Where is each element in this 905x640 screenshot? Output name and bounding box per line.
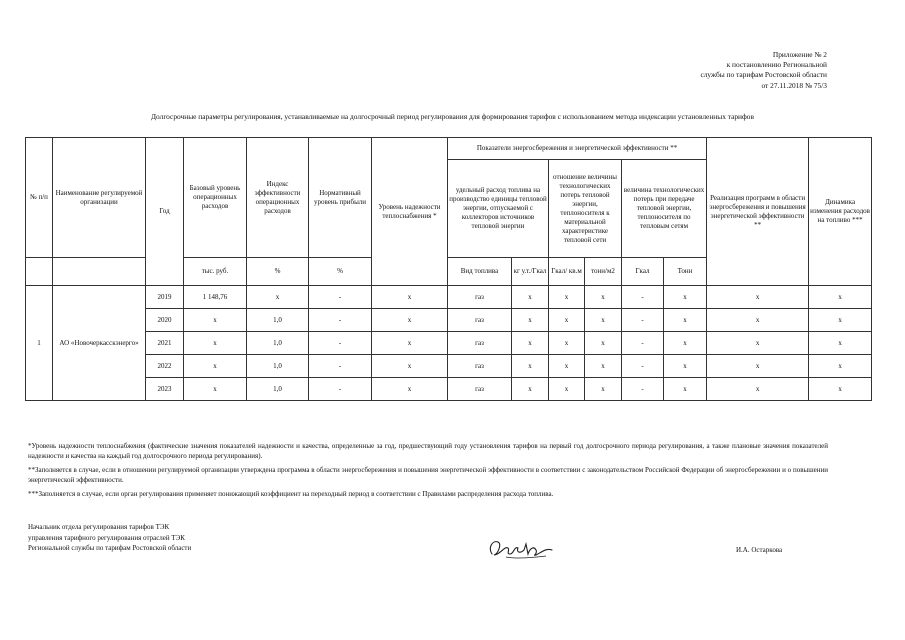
- cell-loss-ratio-a: х: [549, 378, 585, 401]
- header-energy-group: Показатели энергосбережения и энергетической эффективности **: [448, 138, 707, 160]
- unit-loss-value-a: Гкал: [622, 258, 664, 286]
- footnotes: [28, 442, 828, 505]
- cell-index: 1,0: [247, 378, 309, 401]
- cell-rate: х: [512, 286, 549, 309]
- cell-dynamics: х: [809, 355, 872, 378]
- unit-num-empty: [26, 258, 53, 286]
- cell-loss-value-b: х: [664, 378, 707, 401]
- cell-loss-ratio-b: х: [585, 378, 622, 401]
- cell-profit: -: [309, 378, 372, 401]
- cell-fuel: газ: [448, 286, 512, 309]
- table-row: [26, 355, 872, 378]
- cell-dynamics: х: [809, 309, 872, 332]
- cell-year: 2019: [146, 286, 184, 309]
- cell-loss-ratio-a: х: [549, 309, 585, 332]
- cell-program: х: [707, 332, 809, 355]
- cell-loss-value-b: х: [664, 355, 707, 378]
- header-year: Год: [146, 138, 184, 286]
- signatory-line-3: Региональной службы по тарифам Ростовской области: [28, 544, 192, 552]
- document-title: Долгосрочные параметры регулирования, устанавливаемые на долгосрочный период регулирования для формирования тарифов с использованием метода индексации установленных тарифов: [151, 112, 754, 121]
- table-row: [26, 286, 872, 309]
- header-norm-profit: Нормативный уровень прибыли: [309, 138, 372, 258]
- appendix-line-3: службы по тарифам Ростовской области: [700, 70, 827, 80]
- cell-year: 2021: [146, 332, 184, 355]
- signatory-position: [28, 522, 191, 554]
- header-efficiency-index: Индекс эффективности операционных расходов: [247, 138, 309, 258]
- header-loss-value: величина технологических потерь при передаче тепловой энергии, теплоносителя по тепловым сетям: [622, 160, 707, 258]
- cell-base: х: [184, 355, 247, 378]
- cell-loss-ratio-a: х: [549, 355, 585, 378]
- cell-fuel: газ: [448, 309, 512, 332]
- cell-year: 2020: [146, 309, 184, 332]
- cell-profit: -: [309, 309, 372, 332]
- signatory-line-1: Начальник отдела регулирования тарифов ТЭК: [28, 523, 170, 531]
- cell-profit: -: [309, 286, 372, 309]
- cell-base: х: [184, 309, 247, 332]
- header-num: № п/п: [26, 138, 53, 258]
- cell-year: 2023: [146, 378, 184, 401]
- cell-dynamics: х: [809, 332, 872, 355]
- table-row: [26, 378, 872, 401]
- unit-name-empty: [53, 258, 146, 286]
- cell-reliability: х: [372, 355, 448, 378]
- header-row-1: [26, 138, 872, 160]
- cell-profit: -: [309, 332, 372, 355]
- unit-loss-value-b: Тонн: [664, 258, 707, 286]
- appendix-line-4: от 27.11.2018 № 75/3: [761, 80, 827, 90]
- unit-loss-ratio-a: Гкал/ кв.м: [549, 258, 585, 286]
- cell-rate: х: [512, 332, 549, 355]
- header-base-cost: Базовый уровень операционных расходов: [184, 138, 247, 258]
- cell-index: 1,0: [247, 332, 309, 355]
- footnote-3: ***Заполняется в случае, если орган регулирования применяет понижающий коэффициент на переходный период в соответствии с Правилами распределения расхода топлива.: [28, 490, 554, 499]
- cell-program: х: [707, 355, 809, 378]
- cell-rate: х: [512, 309, 549, 332]
- cell-loss-value-a: -: [622, 309, 664, 332]
- cell-fuel: газ: [448, 355, 512, 378]
- header-fuel-rate: удельный расход топлива на производство единицы тепловой энергии, отпускаемой с коллекторов источников тепловой энергии: [448, 160, 549, 258]
- cell-base: х: [184, 332, 247, 355]
- cell-base: х: [184, 378, 247, 401]
- parameters-table: [25, 137, 872, 401]
- cell-loss-value-a: -: [622, 332, 664, 355]
- cell-index: 1,0: [247, 355, 309, 378]
- cell-loss-value-b: х: [664, 332, 707, 355]
- unit-efficiency-index: %: [247, 258, 309, 286]
- cell-profit: -: [309, 355, 372, 378]
- appendix-header: [700, 50, 827, 91]
- cell-index: х: [247, 286, 309, 309]
- appendix-line-2: к постановлению Региональной: [726, 60, 827, 70]
- cell-program: х: [707, 378, 809, 401]
- header-loss-ratio: отношение величины технологических потерь тепловой энергии, теплоносителя к материальной характеристике тепловой сети: [549, 160, 622, 258]
- cell-dynamics: х: [809, 286, 872, 309]
- header-org-name: Наименование регулируемой организации: [53, 138, 146, 258]
- cell-fuel: газ: [448, 378, 512, 401]
- cell-loss-ratio-b: х: [585, 332, 622, 355]
- cell-fuel: газ: [448, 332, 512, 355]
- unit-loss-ratio-b: тонн/м2: [585, 258, 622, 286]
- signatory-line-2: управления тарифного регулирования отраслей ТЭК: [28, 533, 185, 542]
- signer-name: И.А. Остаркова: [736, 546, 783, 554]
- cell-reliability: х: [372, 286, 448, 309]
- cell-dynamics: х: [809, 378, 872, 401]
- table-row: [26, 332, 872, 355]
- cell-rate: х: [512, 355, 549, 378]
- header-reliability: Уровень надежности теплоснабжения *: [372, 138, 448, 286]
- cell-loss-value-a: -: [622, 378, 664, 401]
- table-row: [26, 309, 872, 332]
- cell-loss-ratio-b: х: [585, 286, 622, 309]
- footnote-1: *Уровень надежности теплоснабжения (фактические значения показателей надежности и качества, определенные за год, предшествующий году установления тарифов на первый год долгосрочного периода регулирования, а также плановые значения показателей надежности и качества на каждый год долгосрочного периода регулирования).: [28, 442, 828, 460]
- cell-loss-ratio-a: х: [549, 332, 585, 355]
- cell-loss-ratio-a: х: [549, 286, 585, 309]
- cell-loss-value-a: -: [622, 286, 664, 309]
- header-fuel-dynamics: Динамика изменения расходов на топливо ***: [809, 138, 872, 286]
- cell-reliability: х: [372, 309, 448, 332]
- cell-loss-value-b: х: [664, 309, 707, 332]
- header-program: Реализация программ в области энергосбережения и повышения энергетической эффективности **: [707, 138, 809, 286]
- unit-norm-profit: %: [309, 258, 372, 286]
- cell-loss-value-a: -: [622, 355, 664, 378]
- cell-index: 1,0: [247, 309, 309, 332]
- cell-program: х: [707, 286, 809, 309]
- cell-reliability: х: [372, 378, 448, 401]
- unit-fuel-rate: кг у.т./Гкал: [512, 258, 549, 286]
- org-number: 1: [26, 286, 53, 401]
- unit-base-cost: тыс. руб.: [184, 258, 247, 286]
- cell-rate: х: [512, 378, 549, 401]
- appendix-line-1: Приложение № 2: [772, 50, 827, 59]
- cell-year: 2022: [146, 355, 184, 378]
- org-name: АО «Новочеркасскэнерго»: [53, 286, 146, 401]
- cell-program: х: [707, 309, 809, 332]
- cell-loss-value-b: х: [664, 286, 707, 309]
- cell-loss-ratio-b: х: [585, 309, 622, 332]
- cell-reliability: х: [372, 332, 448, 355]
- handwritten-signature: [486, 536, 556, 562]
- cell-base: 1 148,76: [184, 286, 247, 309]
- cell-loss-ratio-b: х: [585, 355, 622, 378]
- unit-fuel-type: Вид топлива: [448, 258, 512, 286]
- footnote-2: **Заполняется в случае, если в отношении регулируемой организации утверждена программа в области энергосбережения и повышения энергетической эффективности в соответствии с законодательством Российской Федерации об энергосбережении и о повышении энергетической эффективности.: [28, 466, 828, 484]
